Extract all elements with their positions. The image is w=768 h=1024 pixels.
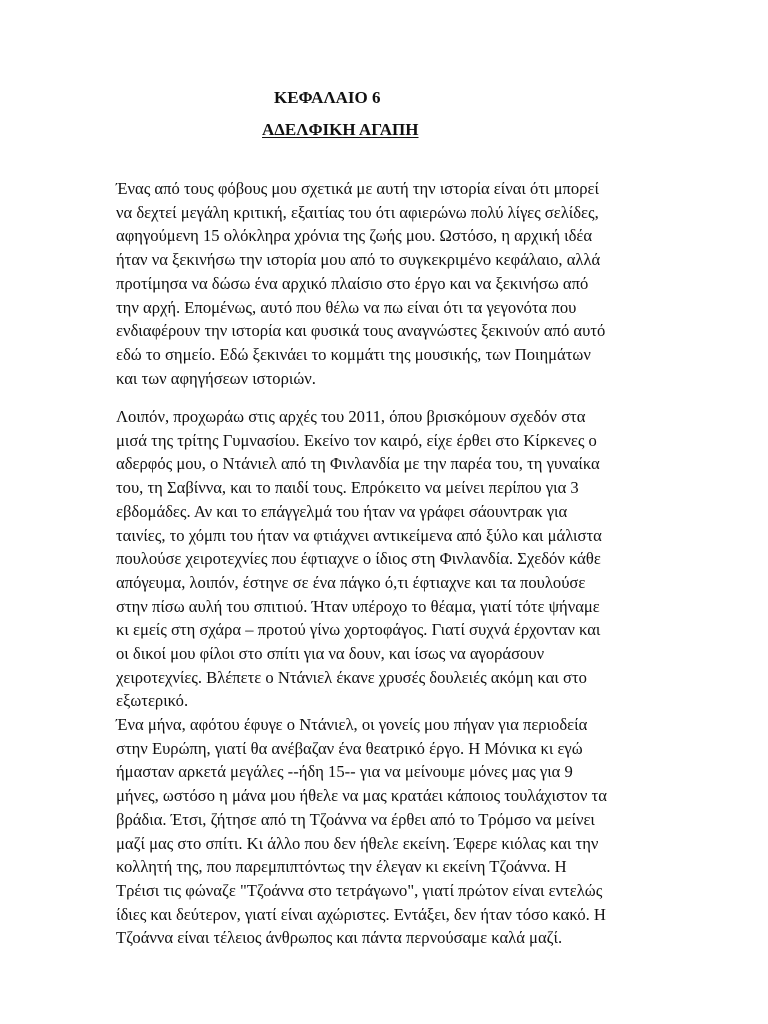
text-line: πουλούσε χειροτεχνίες που έφτιαχνε ο ίδιος στη Φινλανδία. Σχεδόν κάθε [116,549,601,569]
text-line: στην πίσω αυλή του σπιτιού. Ήταν υπέροχο το θέαμα, γιατί τότε ψήναμε [116,596,600,616]
text-line: βράδια. Έτσι, ζήτησε από τη Τζοάννα να έρθει από το Τρόμσο να μείνει [116,809,595,829]
text-line: κι εμείς στη σχάρα – προτού γίνω χορτοφάγος. Γιατί συχνά έρχονταν και [116,620,601,640]
text-line: οι δικοί μου φίλοι στο σπίτι για να δουν, και ίσως να αγοράσουν [116,644,545,664]
text-line: αφηγούμενη 15 ολόκληρα χρόνια της ζωής μου. Ωστόσο, η αρχική ιδέα [116,226,593,246]
text-line: προτίμησα να δώσω ένα αρχικό πλαίσιο στο έργο και να ξεκινήσω από [116,273,589,293]
text-line: ίδιες και δεύτερον, γιατί είναι αχώριστες. Εντάξει, δεν ήταν τόσο κακό. Η [116,904,606,924]
text-line: ήμασταν αρκετά μεγάλες --ήδη 15-- για να μείνουμε μόνες μας για 9 [116,762,573,782]
text-line: Τζοάννα είναι τέλειος άνθρωπος και πάντα περνούσαμε καλά μαζί. [116,928,563,948]
text-line: μισά της τρίτης Γυμνασίου. Εκείνο τον καιρό, είχε έρθει στο Κίρκενες ο [116,430,597,450]
text-line: απόγευμα, λοιπόν, έστηνε σε ένα πάγκο ό,τι έφτιαχνε και τα πουλούσε [116,572,586,592]
paragraph-2 [116,405,668,713]
text-line: ενδιαφέρουν την ιστορία και φυσικά τους αναγνώστες ξεκινούν από αυτό [116,321,606,341]
text-line: μαζί μας στο σπίτι. Κι άλλο που δεν ήθελε εκείνη. Έφερε κιόλας και την [116,833,599,853]
text-line: εδώ το σημείο. Εδώ ξεκινάει το κομμάτι της μουσικής, των Ποιημάτων [116,344,591,364]
text-line: Λοιπόν, προχωράω στις αρχές του 2011, όπου βρισκόμουν σχεδόν στα [116,407,586,426]
text-line: αδερφός μου, ο Ντάνιελ από τη Φινλανδία με την παρέα του, τη γυναίκα [116,454,600,474]
text-line: εβδομάδες. Αν και το επάγγελμά του ήταν να γράφει σάουντρακ για [116,501,568,521]
text-line: και των αφηγήσεων ιστοριών. [116,368,316,388]
chapter-subtitle: ΑΔΕΛΦΙΚΗ ΑΓΑΠΗ [262,120,419,139]
paragraph-1 [116,177,668,390]
text-line: να δεχτεί μεγάλη κριτική, εξαιτίας του ότι αφιερώνω πολύ λίγες σελίδες, [116,202,599,222]
text-line: στην Ευρώπη, γιατί θα ανέβαζαν ένα θεατρικό έργο. Η Μόνικα κι εγώ [116,738,583,758]
chapter-title: ΚΕΦΑΛΑΙΟ 6 [274,88,381,107]
text-line: Ένα μήνα, αφότου έφυγε ο Ντάνιελ, οι γονείς μου πήγαν για περιοδεία [116,715,588,734]
text-line: χειροτεχνίες. Βλέπετε ο Ντάνιελ έκανε χρυσές δουλειές ακόμη και στο [116,667,587,687]
text-line: ταινίες, το χόμπι του ήταν να φτιάχνει αντικείμενα από ξύλο και μάλιστα [116,525,602,545]
text-line: του, τη Σαβίννα, και το παιδί τους. Επρόκειτο να μείνει περίπου για 3 [116,478,579,498]
text-line: την αρχή. Επομένως, αυτό που θέλω να πω είναι ότι τα γεγονότα που [116,297,577,317]
text-line: ήταν να ξεκινήσω την ιστορία μου από το συγκεκριμένο κεφάλαιο, αλλά [116,250,601,270]
paragraph-3 [116,713,668,950]
text-line: Ένας από τους φόβους μου σχετικά με αυτή την ιστορία είναι ότι μπορεί [116,179,599,198]
text-line: κολλητή της, που παρεμπιπτόντως την έλεγαν κι εκείνη Τζοάννα. Η [116,857,567,877]
text-line: Τρέισι τις φώναζε "Τζοάννα στο τετράγωνο", γιατί πρώτον είναι εντελώς [116,880,603,900]
text-line: εξωτερικό. [116,691,189,711]
text-line: μήνες, ωστόσο η μάνα μου ήθελε να μας κρατάει κάποιος τουλάχιστον τα [116,786,607,806]
